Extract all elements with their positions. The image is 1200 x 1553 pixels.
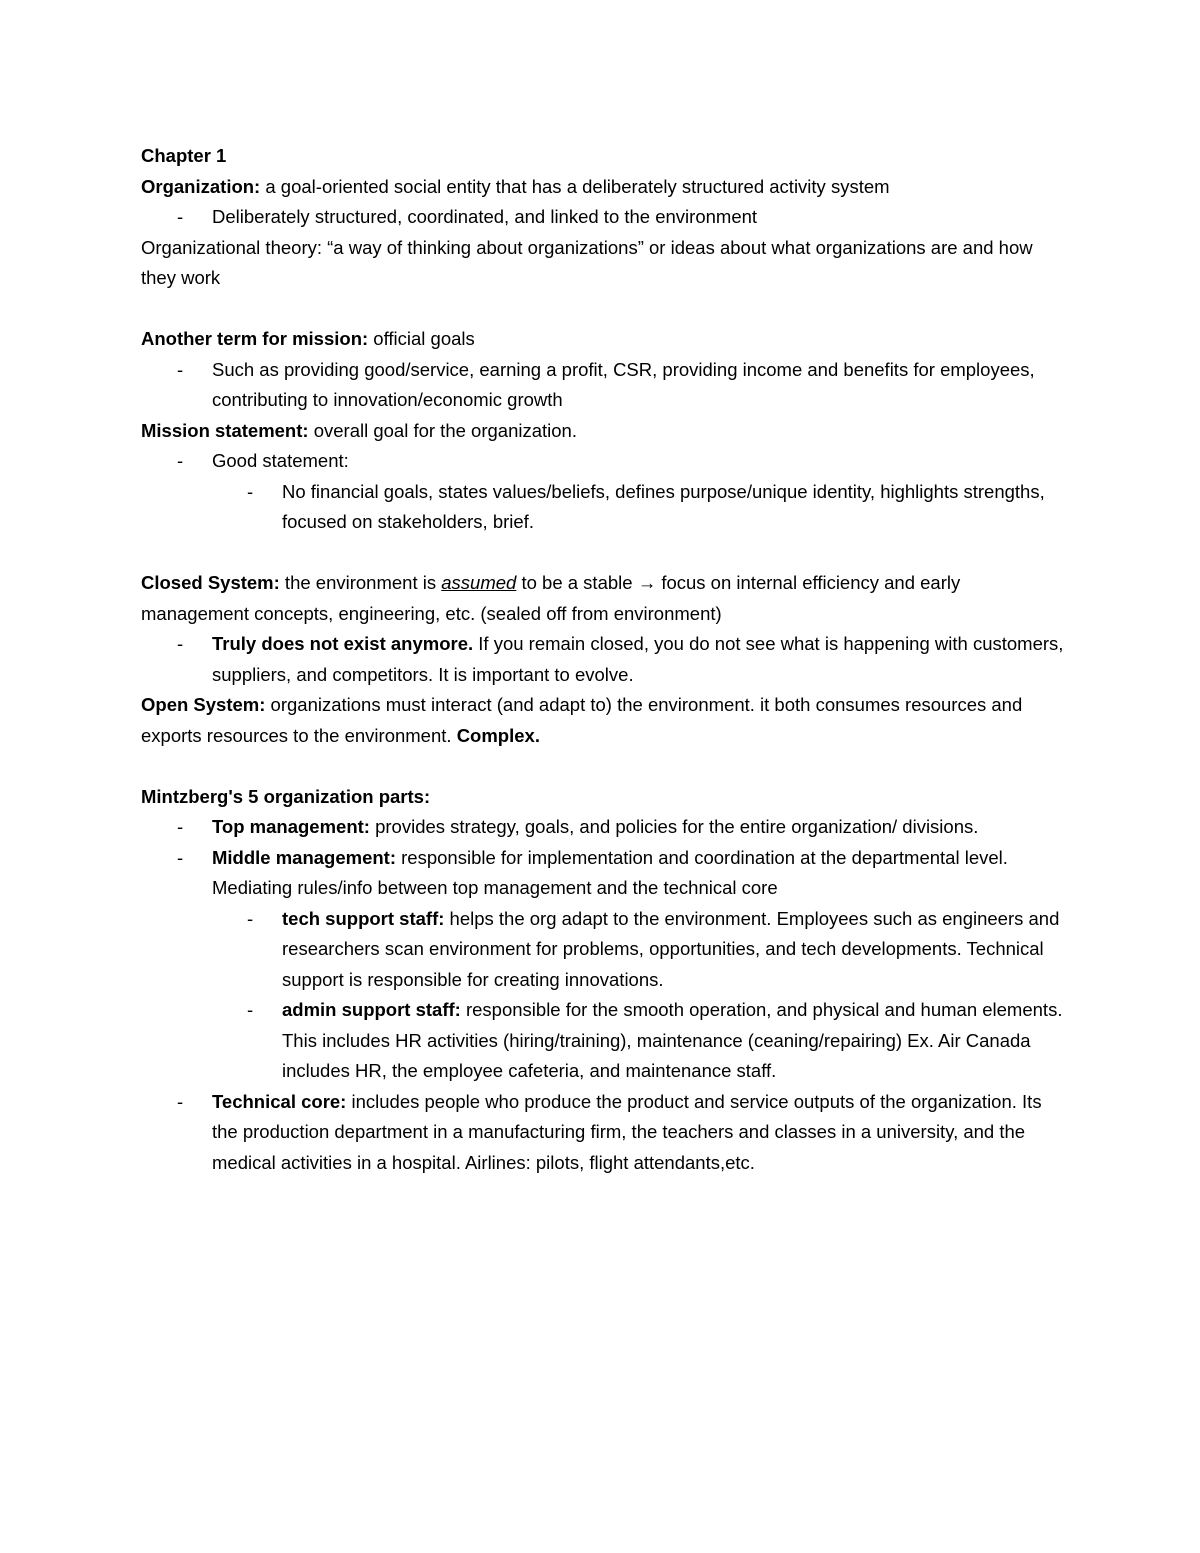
- mintzberg-heading: Mintzberg's 5 organization parts:: [141, 785, 431, 807]
- top-management-text: provides strategy, goals, and policies for the entire organization/ divisions.: [369, 816, 979, 837]
- organizational-theory: Organizational theory: “a way of thinking about organizations” or ideas about what organizations are and how they work: [141, 236, 1033, 288]
- closed-system-bullet-text: If you remain closed, you do not see what is happening with customers, suppliers, and competitors. It is important to evolve.: [212, 633, 1064, 685]
- tech-support-term: tech support staff:: [282, 907, 445, 929]
- mission-text: official goals: [368, 328, 475, 349]
- mission-bullet-text: Such as providing good/service, earning a profit, CSR, providing income and benefits for employees, contributing to innovation/economic growth: [212, 358, 1035, 410]
- middle-management-bullet: [141, 843, 1066, 904]
- technical-core-bullet: [141, 1087, 1066, 1179]
- dash-bullet: -: [177, 358, 184, 380]
- mission-statement-definition: [141, 416, 1066, 447]
- organization-text: a goal-oriented social entity that has a deliberately structured activity system: [260, 175, 890, 197]
- mission-statement-text: overall goal for the organization.: [308, 419, 577, 441]
- dash-bullet: -: [177, 846, 184, 868]
- closed-system-definition: [141, 568, 1066, 629]
- mission-bullet: [141, 355, 1066, 416]
- mission-statement-bullet-text: Good statement:: [212, 450, 349, 471]
- dash-bullet: -: [177, 816, 184, 837]
- dash-bullet: -: [177, 206, 184, 227]
- dash-bullet: -: [247, 480, 254, 502]
- technical-core-term: Technical core:: [212, 1090, 347, 1112]
- mission-statement-term: Mission statement:: [141, 419, 309, 441]
- spacer: [141, 538, 1066, 569]
- admin-support-text: responsible for the smooth operation, and physical and human elements. This includes HR activities (hiring/training), maintenance (ceaning/repairing) Ex. Air Canada includes HR, the employee cafeteria, and maintenance staff.: [282, 999, 1063, 1081]
- spacer: [141, 751, 1066, 782]
- middle-management-term: Middle management:: [212, 846, 396, 868]
- open-system-bold-end: Complex.: [456, 724, 540, 746]
- closed-system-text-before: the environment is: [279, 572, 442, 593]
- mission-term: Another term for mission:: [141, 328, 369, 349]
- open-system-definition: [141, 690, 1066, 751]
- open-system-text: organizations must interact (and adapt to) the environment. it both consumes resources and exports resources to the environment.: [141, 694, 1023, 746]
- dash-bullet: -: [247, 907, 254, 929]
- document-body: [141, 141, 1066, 1178]
- tech-support-text: helps the org adapt to the environment. Employees such as engineers and researchers scan environment for problems, opportunities, and tech developments. Technical support is responsible for creating innovations.: [282, 907, 1060, 990]
- dash-bullet: -: [177, 633, 184, 654]
- mission-statement-sub-bullet: [141, 477, 1066, 538]
- organization-bullet-text: Deliberately structured, coordinated, and linked to the environment: [212, 206, 758, 227]
- spacer: [141, 294, 1066, 325]
- open-system-term: Open System:: [141, 694, 266, 715]
- mission-definition: [141, 324, 1066, 355]
- admin-support-bullet: [141, 995, 1066, 1087]
- closed-system-text-after: to be a stable → focus on internal efficiency and early management concepts, engineering, etc. (sealed off from environment): [141, 572, 961, 624]
- organization-definition: [141, 172, 1066, 203]
- organization-term: Organization:: [141, 175, 261, 197]
- mission-statement-sub-bullet-text: No financial goals, states values/beliefs, defines purpose/unique identity, highlights strengths, focused on stakeholders, brief.: [282, 480, 1045, 532]
- dash-bullet: -: [177, 450, 184, 471]
- technical-core-text: includes people who produce the product and service outputs of the organization. Its the production department in a manufacturing firm, the teachers and classes in a university, and the medical activities in a hospital. Airlines: pilots, flight attendants,etc.: [212, 1090, 1042, 1173]
- closed-system-bullet: [141, 629, 1066, 690]
- organization-bullet: [141, 202, 1066, 233]
- closed-system-term: Closed System:: [141, 572, 280, 593]
- dash-bullet: -: [247, 999, 254, 1020]
- middle-management-text: responsible for implementation and coordination at the departmental level. Mediating rules/info between top management and the technical core: [212, 846, 1008, 898]
- mission-statement-bullet: [141, 446, 1066, 477]
- closed-system-bullet-bold: Truly does not exist anymore.: [212, 633, 474, 654]
- dash-bullet: -: [177, 1090, 184, 1112]
- tech-support-bullet: [141, 904, 1066, 996]
- top-management-bullet: [141, 812, 1066, 843]
- closed-system-emphasis: assumed: [441, 572, 517, 593]
- top-management-term: Top management:: [212, 816, 370, 837]
- admin-support-term: admin support staff:: [282, 999, 461, 1020]
- chapter-title: Chapter 1: [141, 145, 227, 166]
